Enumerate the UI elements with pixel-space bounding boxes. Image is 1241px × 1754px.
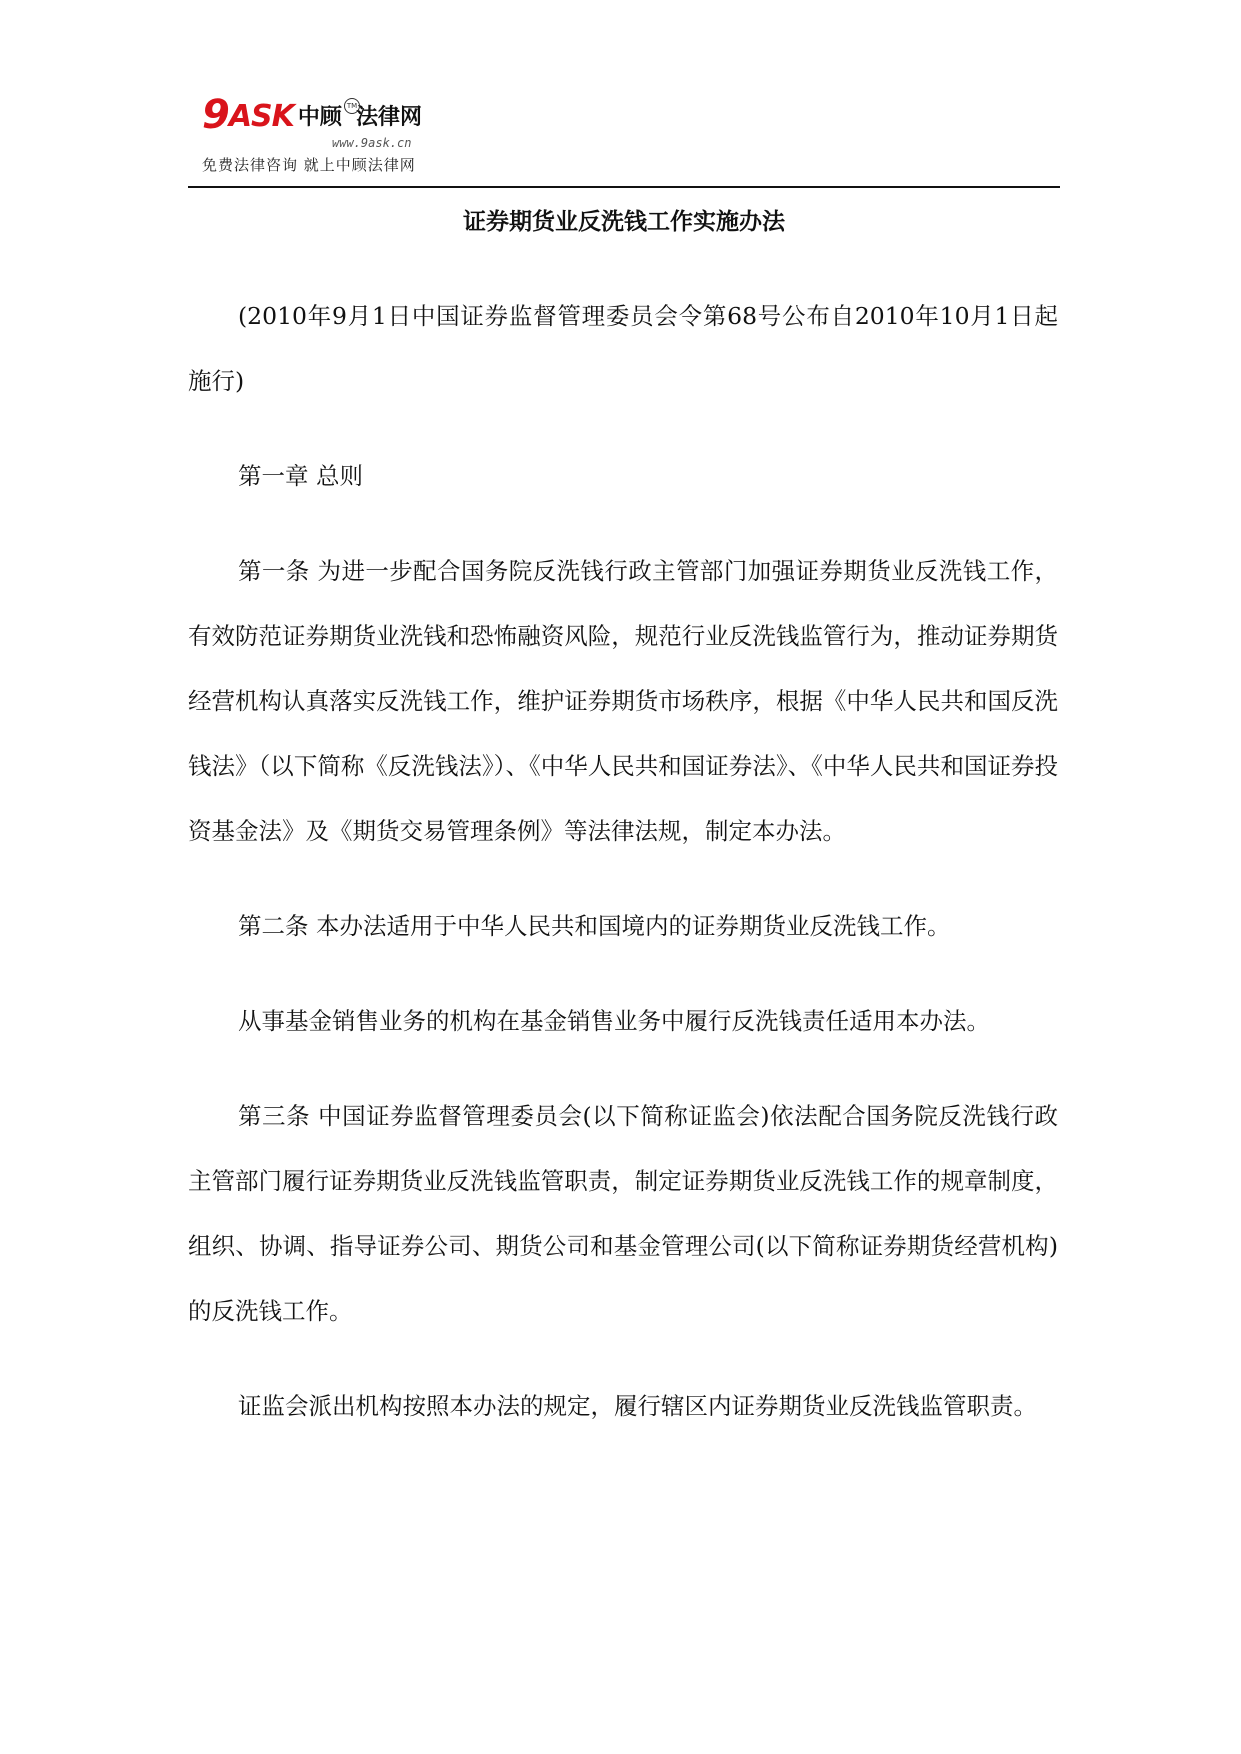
logo-wordmark — [202, 92, 422, 138]
document-body — [188, 284, 1058, 1469]
logo-nine: 9 — [202, 92, 229, 138]
article-paragraph: 第一条 为进一步配合国务院反洗钱行政主管部门加强证券期货业反洗钱工作，有效防范证券期货业洗钱和恐怖融资风险，规范行业反洗钱监管行为，推动证券期货经营机构认真落实反洗钱工作，维护证券期货市场秩序，根据《中华人民共和国反洗钱法》（以下简称《反洗钱法》）、《中华人民共和国证券法》、《中华人民共和国证券投资基金法》及《期货交易管理条例》等法律法规，制定本办法。 — [188, 557, 1058, 845]
header-divider — [188, 186, 1060, 188]
enactment-note: (2010年9月1日中国证券监督管理委员会令第68号公布自2010年10月1日起施行) — [188, 302, 1058, 395]
chapter-heading: 第一章 总则 — [238, 462, 363, 490]
article-paragraph: 从事基金销售业务的机构在基金销售业务中履行反洗钱责任适用本办法。 — [238, 1007, 990, 1035]
logo-ask: ASK — [228, 99, 294, 134]
logo-slogan: 免费法律咨询 就上中顾法律网 — [202, 156, 416, 174]
logo-url: www.9ask.cn — [332, 136, 412, 150]
trademark-icon: TM — [344, 98, 360, 114]
site-logo[interactable] — [202, 92, 462, 182]
page-header — [188, 88, 1068, 188]
article-paragraph: 证监会派出机构按照本办法的规定，履行辖区内证券期货业反洗钱监管职责。 — [238, 1392, 1037, 1420]
article-paragraph: 第二条 本办法适用于中华人民共和国境内的证券期货业反洗钱工作。 — [238, 912, 951, 940]
article-paragraph: 第三条 中国证券监督管理委员会(以下简称证监会)依法配合国务院反洗钱行政主管部门履行证券期货业反洗钱监管职责，制定证券期货业反洗钱工作的规章制度，组织、协调、指导证券公司、期货公司和基金管理公司(以下简称证券期货经营机构)的反洗钱工作。 — [188, 1102, 1058, 1325]
logo-falvwang: 法律网 — [355, 105, 422, 130]
logo-zhonggu: 中顾 — [297, 105, 342, 130]
document-title: 证券期货业反洗钱工作实施办法 — [463, 209, 785, 235]
